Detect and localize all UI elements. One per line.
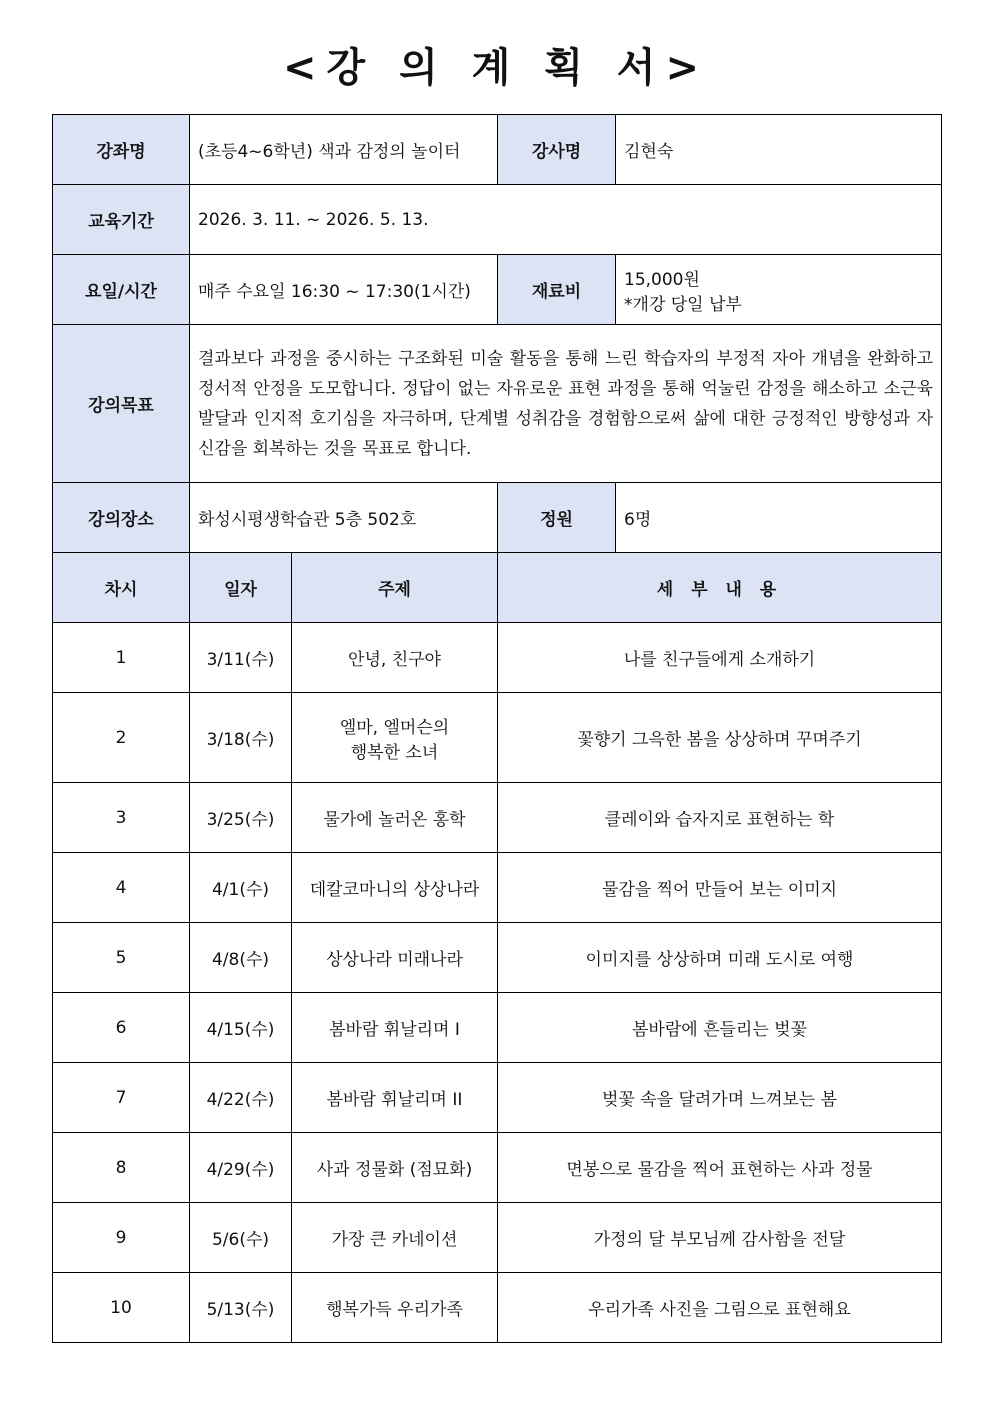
schedule-header-row xyxy=(53,553,942,623)
course-row xyxy=(53,115,942,185)
detail-cell: 나를 친구들에게 소개하기 xyxy=(498,623,942,693)
topic-line: 행복한 소녀 xyxy=(350,742,439,763)
topic-cell: 안녕, 친구야 xyxy=(292,623,498,693)
date-cell: 3/18(수) xyxy=(190,693,292,783)
table-row xyxy=(53,1133,942,1203)
date-cell: 3/11(수) xyxy=(190,623,292,693)
table-row xyxy=(53,623,942,693)
date-cell: 4/22(수) xyxy=(190,1063,292,1133)
place-value: 화성시평생학습관 5층 502호 xyxy=(190,483,498,553)
topic-cell xyxy=(292,693,498,783)
session-cell: 1 xyxy=(53,623,190,693)
table-row xyxy=(53,1063,942,1133)
detail-cell: 봄바람에 흔들리는 벚꽃 xyxy=(498,993,942,1063)
date-cell: 5/13(수) xyxy=(190,1273,292,1343)
session-header: 차시 xyxy=(53,553,190,623)
capacity-label: 정원 xyxy=(498,483,616,553)
session-cell: 5 xyxy=(53,923,190,993)
goal-row xyxy=(53,325,942,483)
topic-cell: 가장 큰 카네이션 xyxy=(292,1203,498,1273)
fee-value xyxy=(616,255,942,325)
session-cell: 4 xyxy=(53,853,190,923)
topic-cell: 상상나라 미래나라 xyxy=(292,923,498,993)
detail-cell: 우리가족 사진을 그림으로 표현해요 xyxy=(498,1273,942,1343)
detail-cell: 벚꽃 속을 달려가며 느껴보는 봄 xyxy=(498,1063,942,1133)
detail-cell: 물감을 찍어 만들어 보는 이미지 xyxy=(498,853,942,923)
page-title: <강 의 계 획 서> xyxy=(283,45,709,91)
detail-cell: 이미지를 상상하며 미래 도시로 여행 xyxy=(498,923,942,993)
course-value: (초등4~6학년) 색과 감정의 놀이터 xyxy=(190,115,498,185)
fee-label: 재료비 xyxy=(498,255,616,325)
date-header: 일자 xyxy=(190,553,292,623)
table-row xyxy=(53,923,942,993)
place-label: 강의장소 xyxy=(53,483,190,553)
schedule-row xyxy=(53,255,942,325)
topic-cell: 데칼코마니의 상상나라 xyxy=(292,853,498,923)
instructor-label: 강사명 xyxy=(498,115,616,185)
date-cell: 4/8(수) xyxy=(190,923,292,993)
place-row xyxy=(53,483,942,553)
goal-value: 결과보다 과정을 중시하는 구조화된 미술 활동을 통해 느린 학습자의 부정적 자아 개념을 완화하고 정서적 안정을 도모합니다. 정답이 없는 자유로운 표현 과정을 통해 억눌린 감정을 해소하고 소근육 발달과 인지적 호기심을 자극하며, 단계별 성취감을 경험함으로써 삶에 대한 긍정적인 방향성과 자신감을 회복하는 것을 목표로 합니다. xyxy=(190,325,942,483)
session-cell: 9 xyxy=(53,1203,190,1273)
topic-cell: 봄바람 휘날리며 II xyxy=(292,1063,498,1133)
topic-header: 주제 xyxy=(292,553,498,623)
date-cell: 4/15(수) xyxy=(190,993,292,1063)
session-cell: 2 xyxy=(53,693,190,783)
period-row xyxy=(53,185,942,255)
topic-cell: 물가에 놀러온 홍학 xyxy=(292,783,498,853)
detail-cell: 꽃향기 그윽한 봄을 상상하며 꾸며주기 xyxy=(498,693,942,783)
table-row xyxy=(53,693,942,783)
table-row xyxy=(53,1203,942,1273)
table-row xyxy=(53,1273,942,1343)
date-cell: 5/6(수) xyxy=(190,1203,292,1273)
topic-cell: 봄바람 휘날리며 I xyxy=(292,993,498,1063)
instructor-value: 김현숙 xyxy=(616,115,942,185)
table-row xyxy=(53,783,942,853)
date-cell: 4/1(수) xyxy=(190,853,292,923)
session-cell: 7 xyxy=(53,1063,190,1133)
detail-cell: 가정의 달 부모님께 감사함을 전달 xyxy=(498,1203,942,1273)
goal-label: 강의목표 xyxy=(53,325,190,483)
session-cell: 6 xyxy=(53,993,190,1063)
topic-cell: 사과 정물화 (점묘화) xyxy=(292,1133,498,1203)
session-cell: 3 xyxy=(53,783,190,853)
fee-amount: 15,000원 xyxy=(624,269,700,290)
schedule-value: 매주 수요일 16:30 ~ 17:30(1시간) xyxy=(190,255,498,325)
date-cell: 3/25(수) xyxy=(190,783,292,853)
course-label: 강좌명 xyxy=(53,115,190,185)
session-cell: 10 xyxy=(53,1273,190,1343)
topic-line: 엘마, 엘머슨의 xyxy=(339,717,450,738)
topic-cell: 행복가득 우리가족 xyxy=(292,1273,498,1343)
period-value: 2026. 3. 11. ~ 2026. 5. 13. xyxy=(190,185,942,255)
detail-cell: 클레이와 습자지로 표현하는 학 xyxy=(498,783,942,853)
capacity-value: 6명 xyxy=(616,483,942,553)
date-cell: 4/29(수) xyxy=(190,1133,292,1203)
table-row xyxy=(53,853,942,923)
session-cell: 8 xyxy=(53,1133,190,1203)
schedule-label: 요일/시간 xyxy=(53,255,190,325)
lecture-plan-table xyxy=(52,114,942,1343)
period-label: 교육기간 xyxy=(53,185,190,255)
detail-cell: 면봉으로 물감을 찍어 표현하는 사과 정물 xyxy=(498,1133,942,1203)
fee-note: *개강 당일 납부 xyxy=(624,294,742,315)
table-row xyxy=(53,993,942,1063)
detail-header: 세 부 내 용 xyxy=(498,553,942,623)
